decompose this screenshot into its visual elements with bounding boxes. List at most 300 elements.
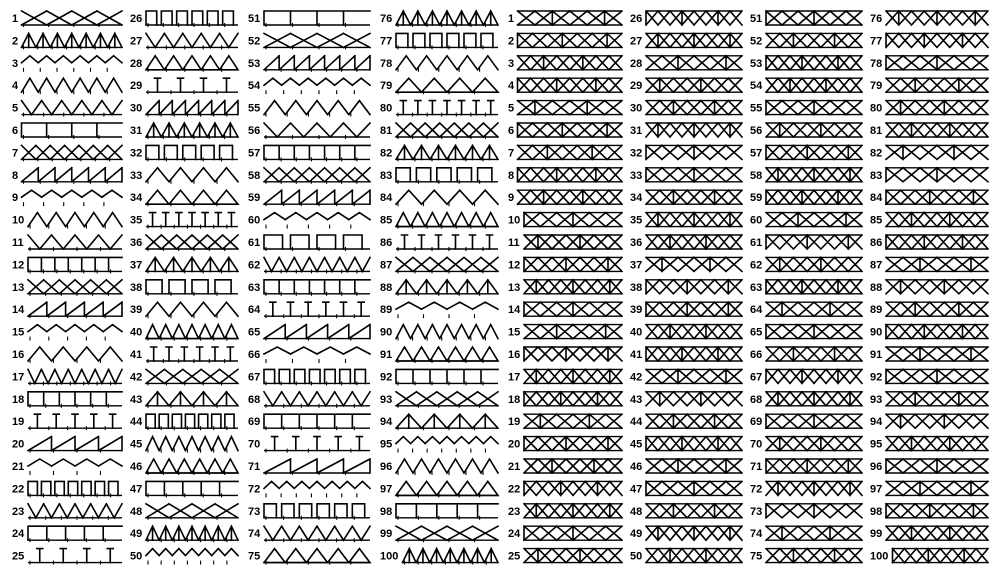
- stitch-motif: [264, 459, 370, 475]
- left-sheet-row-44: [130, 414, 238, 430]
- row-number: 18: [508, 393, 521, 406]
- stitch-motif: [524, 414, 622, 428]
- stitch-motif: [28, 369, 122, 385]
- left-sheet-row-48: [130, 504, 238, 520]
- row-number: 8: [12, 169, 19, 182]
- row-number: 56: [750, 125, 763, 137]
- right-sheet-row-59: [750, 190, 862, 204]
- stitch-motif: [766, 11, 862, 25]
- row-number: 90: [870, 326, 883, 339]
- stitch-motif: [886, 302, 988, 316]
- row-number: 49: [630, 528, 643, 541]
- row-number: 84: [870, 192, 883, 205]
- stitch-motif: [146, 168, 238, 184]
- left-sheet-row-62: [248, 257, 370, 273]
- left-sheet-row-99: [380, 526, 498, 542]
- row-number: 55: [248, 102, 261, 115]
- row-number: 13: [12, 281, 25, 294]
- row-number: 34: [130, 192, 143, 205]
- row-number: 23: [508, 505, 521, 518]
- stitch-motif: [646, 56, 742, 70]
- left-sheet-row-88: [380, 280, 498, 296]
- left-sheet-row-5: [12, 101, 122, 117]
- row-number: 26: [630, 13, 643, 25]
- stitch-motif: [28, 437, 122, 453]
- right-sheet-row-41: [630, 347, 742, 361]
- stitch-motif: [22, 123, 123, 139]
- row-number: 39: [630, 304, 643, 317]
- stitch-motif: [396, 459, 498, 475]
- stitch-motif: [396, 280, 498, 296]
- stitch-motif: [396, 481, 498, 497]
- row-number: 86: [870, 237, 883, 249]
- left-sheet-row-85: [380, 213, 498, 229]
- stitch-motif: [146, 347, 238, 363]
- stitch-motif: [646, 123, 742, 137]
- stitch-motif: [396, 257, 498, 273]
- row-number: 66: [750, 349, 763, 361]
- row-number: 7: [12, 147, 19, 160]
- right-sheet-row-92: [870, 369, 988, 383]
- left-sheet-row-12: [12, 257, 122, 273]
- row-number: 79: [380, 80, 393, 93]
- stitch-motif: [766, 190, 862, 204]
- right-sheet-row-61: [750, 235, 862, 249]
- row-number: 27: [130, 35, 143, 48]
- stitch-motif: [396, 145, 498, 161]
- right-sheet-row-3: [508, 56, 622, 70]
- right-sheet-row-70: [750, 437, 862, 451]
- right-sheet-row-24: [508, 526, 622, 540]
- left-sheet-row-22: [12, 481, 122, 497]
- stitch-motif: [396, 33, 498, 49]
- stitch-motif: [22, 33, 123, 49]
- left-sheet-row-73: [248, 504, 370, 520]
- right-sheet-row-51: [750, 11, 862, 25]
- left-sheet-row-77: [380, 33, 498, 49]
- row-number: 62: [248, 259, 261, 272]
- left-sheet-row-59: [248, 190, 370, 206]
- stitch-motif: [646, 33, 742, 47]
- stitch-motif: [28, 280, 122, 296]
- row-number: 33: [630, 169, 643, 182]
- right-sheet-row-93: [870, 392, 988, 406]
- stitch-motif: [264, 235, 370, 251]
- row-number: 94: [380, 416, 393, 429]
- row-number: 58: [750, 169, 763, 182]
- row-number: 59: [248, 192, 261, 205]
- stitch-motif: [646, 369, 742, 383]
- stitch-motif: [396, 347, 498, 363]
- left-sheet-row-16: [12, 347, 122, 363]
- right-sheet-row-35: [630, 213, 742, 227]
- left-sheet-row-79: [380, 78, 498, 94]
- stitch-motif: [766, 526, 862, 540]
- stitch-motif: [264, 101, 370, 117]
- left-sheet-row-20: [12, 437, 122, 453]
- row-number: 29: [630, 80, 643, 93]
- row-number: 78: [870, 57, 883, 70]
- row-number: 35: [630, 214, 643, 227]
- stitch-motif: [146, 414, 238, 430]
- stitch-motif: [524, 459, 622, 473]
- row-number: 97: [870, 483, 883, 496]
- row-number: 63: [750, 281, 763, 294]
- row-number: 89: [870, 304, 883, 317]
- row-number: 68: [248, 393, 261, 406]
- stitch-motif: [264, 369, 370, 385]
- right-sheet-row-29: [630, 78, 742, 92]
- row-number: 26: [130, 13, 143, 25]
- row-number: 23: [12, 505, 25, 518]
- left-sheet-row-63: [248, 280, 370, 296]
- stitch-motif: [264, 325, 370, 341]
- row-number: 41: [130, 349, 143, 361]
- stitch-motif: [646, 280, 742, 294]
- left-sheet-row-61: [248, 235, 370, 251]
- stitch-motif: [766, 414, 862, 428]
- row-number: 21: [508, 461, 521, 473]
- row-number: 87: [870, 259, 883, 272]
- stitch-motif: [264, 190, 370, 206]
- left-sheet-row-52: [248, 33, 370, 49]
- row-number: 47: [130, 483, 143, 496]
- left-sheet-row-47: [130, 481, 238, 497]
- right-sheet-row-83: [870, 168, 988, 182]
- stitch-motif: [766, 437, 862, 451]
- row-number: 64: [248, 304, 261, 317]
- stitch-motif: [524, 325, 622, 339]
- row-number: 66: [248, 349, 261, 361]
- stitch-motif: [646, 168, 742, 182]
- row-number: 96: [870, 461, 883, 473]
- row-number: 6: [12, 125, 19, 137]
- row-number: 43: [130, 393, 143, 406]
- stitch-motif: [766, 145, 862, 159]
- right-sheet-row-85: [870, 213, 988, 227]
- stitch-motif: [646, 526, 742, 540]
- stitch-motif: [766, 257, 862, 271]
- left-sheet-row-18: [12, 392, 122, 408]
- stitch-motif: [766, 504, 862, 518]
- stitch-motif: [264, 168, 370, 184]
- stitch-motif: [646, 213, 742, 227]
- row-number: 74: [750, 528, 763, 541]
- row-number: 19: [12, 416, 25, 429]
- right-sheet-row-45: [630, 437, 742, 451]
- row-number: 20: [12, 438, 25, 451]
- stitch-motif: [524, 369, 622, 383]
- row-number: 72: [750, 483, 763, 496]
- left-sheet-row-69: [248, 414, 370, 430]
- row-number: 9: [508, 192, 515, 205]
- left-sheet-row-64: [248, 302, 370, 318]
- stitch-motif: [524, 481, 622, 495]
- row-number: 97: [380, 483, 393, 496]
- stitch-motif: [264, 392, 370, 408]
- row-number: 57: [750, 147, 763, 160]
- right-sheet-row-31: [630, 123, 742, 137]
- right-sheet-row-18: [508, 392, 622, 406]
- right-sheet-row-95: [870, 437, 988, 451]
- right-sheet-row-42: [630, 369, 742, 383]
- row-number: 91: [870, 349, 883, 361]
- left-sheet-row-41: [130, 347, 238, 363]
- stitch-motif: [886, 325, 988, 339]
- row-number: 11: [12, 237, 24, 249]
- right-sheet-row-25: [508, 549, 622, 563]
- left-sheet-row-80: [380, 101, 498, 117]
- right-sheet-row-74: [750, 526, 862, 540]
- row-number: 61: [750, 237, 763, 249]
- row-number: 17: [508, 371, 521, 384]
- right-sheet-row-65: [750, 325, 862, 339]
- stitch-motif: [264, 526, 370, 542]
- right-sheet-row-8: [508, 168, 622, 182]
- left-sheet-row-29: [130, 78, 238, 94]
- left-sheet-row-49: [130, 526, 238, 542]
- stitch-motif: [893, 549, 989, 563]
- left-sheet-row-35: [130, 213, 238, 229]
- row-number: 38: [130, 281, 143, 294]
- stitch-motif: [646, 190, 742, 204]
- right-sheet-row-78: [870, 56, 988, 70]
- left-sheet-row-68: [248, 392, 370, 408]
- row-number: 98: [870, 505, 883, 518]
- right-sheet-row-91: [870, 347, 988, 361]
- stitch-motif: [524, 549, 622, 563]
- right-sheet-row-52: [750, 33, 862, 47]
- row-number: 57: [248, 147, 261, 160]
- row-number: 48: [130, 505, 143, 518]
- stitch-motif: [886, 145, 988, 159]
- row-number: 4: [12, 80, 19, 93]
- row-number: 82: [380, 147, 393, 160]
- stitch-motif: [146, 526, 238, 542]
- row-number: 45: [630, 438, 643, 451]
- stitch-motif: [886, 78, 988, 92]
- stitch-motif: [518, 33, 623, 47]
- stitch-motif: [396, 437, 498, 453]
- row-number: 94: [870, 416, 883, 429]
- row-number: 24: [12, 528, 25, 541]
- left-sheet-row-37: [130, 257, 238, 273]
- right-sheet-row-62: [750, 257, 862, 271]
- row-number: 20: [508, 438, 521, 451]
- row-number: 100: [870, 550, 889, 563]
- row-number: 27: [630, 35, 643, 48]
- left-sheet-row-19: [12, 414, 122, 430]
- row-number: 17: [12, 371, 25, 384]
- right-sheet-row-72: [750, 481, 862, 495]
- stitch-motif: [146, 56, 238, 72]
- right-sheet-row-47: [630, 481, 742, 495]
- right-sheet-row-63: [750, 280, 862, 294]
- row-number: 54: [750, 80, 763, 93]
- row-number: 69: [248, 416, 261, 429]
- row-number: 32: [130, 147, 143, 160]
- stitch-motif: [646, 481, 742, 495]
- left-sheet-row-8: [12, 168, 122, 184]
- left-sheet-row-76: [380, 11, 498, 27]
- stitch-motif: [766, 123, 862, 137]
- stitch-motif: [396, 325, 498, 341]
- stitch-motif: [264, 302, 370, 318]
- right-sheet-row-82: [870, 145, 988, 159]
- row-number: 41: [630, 349, 643, 361]
- stitch-motif: [646, 78, 742, 92]
- row-number: 42: [630, 371, 643, 384]
- right-sheet-row-37: [630, 257, 742, 271]
- left-sheet-row-3: [12, 56, 122, 72]
- right-sheet-row-27: [630, 33, 742, 47]
- right-sheet-row-75: [750, 549, 862, 563]
- row-number: 33: [130, 169, 143, 182]
- left-sheet-row-25: [12, 549, 122, 565]
- stitch-motif: [518, 78, 623, 92]
- stitch-motif: [646, 325, 742, 339]
- row-number: 50: [630, 550, 643, 563]
- row-number: 42: [130, 371, 143, 384]
- row-number: 30: [630, 102, 643, 115]
- stitch-motif: [524, 235, 622, 249]
- row-number: 1: [508, 13, 515, 25]
- row-number: 10: [508, 214, 521, 227]
- right-sheet-row-57: [750, 145, 862, 159]
- stitch-motif: [146, 549, 238, 565]
- stitch-motif: [886, 235, 988, 249]
- row-number: 86: [380, 237, 393, 249]
- stitch-motif: [766, 392, 862, 406]
- right-sheet-row-39: [630, 302, 742, 316]
- right-sheet-row-99: [870, 526, 988, 540]
- stitch-motif: [886, 168, 988, 182]
- right-sheet-row-89: [870, 302, 988, 316]
- row-number: 14: [12, 304, 25, 317]
- stitch-motif: [886, 11, 988, 25]
- row-number: 95: [870, 438, 883, 451]
- right-sheet-row-15: [508, 325, 622, 339]
- left-sheet-row-2: [12, 33, 122, 49]
- row-number: 18: [12, 393, 25, 406]
- right-sheet-row-13: [508, 280, 622, 294]
- row-number: 24: [508, 528, 521, 541]
- stitch-motif: [646, 549, 742, 563]
- right-sheet-row-94: [870, 414, 988, 428]
- right-sheet-row-97: [870, 481, 988, 495]
- right-sheet-row-79: [870, 78, 988, 92]
- left-sheet-row-43: [130, 392, 238, 408]
- left-sheet-row-6: [12, 123, 122, 139]
- row-number: 68: [750, 393, 763, 406]
- row-number: 34: [630, 192, 643, 205]
- stitch-motif: [396, 123, 498, 139]
- left-sheet-row-98: [380, 504, 498, 520]
- stitch-motif: [28, 347, 122, 363]
- left-sheet-row-27: [130, 33, 238, 49]
- row-number: 63: [248, 281, 261, 294]
- row-number: 3: [508, 57, 515, 70]
- stitch-motif: [524, 347, 622, 361]
- right-sheet-row-54: [750, 78, 862, 92]
- stitch-motif: [28, 235, 122, 251]
- row-number: 70: [248, 438, 261, 451]
- row-number: 45: [130, 438, 143, 451]
- stitch-motif: [886, 347, 988, 361]
- left-sheet-row-31: [130, 123, 238, 139]
- left-sheet-row-32: [130, 145, 238, 161]
- stitch-motif: [524, 437, 622, 451]
- left-sheet-row-38: [130, 280, 238, 296]
- stitch-motif: [518, 11, 623, 25]
- stitch-motif: [766, 481, 862, 495]
- row-number: 75: [248, 550, 261, 563]
- stitch-motif: [524, 392, 622, 406]
- row-number: 88: [380, 281, 393, 294]
- left-sheet-row-11: [12, 235, 122, 251]
- row-number: 48: [630, 505, 643, 518]
- row-number: 85: [380, 214, 393, 227]
- stitch-motif: [403, 549, 499, 565]
- stitch-motif: [518, 56, 623, 70]
- right-sheet-row-20: [508, 437, 622, 451]
- stitch-motif: [264, 257, 370, 273]
- left-sheet-row-74: [248, 526, 370, 542]
- right-sheet-row-66: [750, 347, 862, 361]
- right-sheet-row-10: [508, 213, 622, 227]
- right-sheet-row-81: [870, 123, 988, 137]
- stitch-motif: [28, 414, 122, 430]
- row-number: 51: [248, 13, 261, 25]
- stitch-motif: [28, 213, 122, 229]
- row-number: 77: [870, 35, 883, 48]
- left-sheet-row-58: [248, 168, 370, 184]
- stitch-motif: [264, 504, 370, 520]
- stitch-motif: [524, 213, 622, 227]
- row-number: 47: [630, 483, 643, 496]
- left-sheet-row-34: [130, 190, 238, 206]
- left-sheet-row-93: [380, 392, 498, 408]
- left-sheet-row-55: [248, 101, 370, 117]
- right-sheet-row-86: [870, 235, 988, 249]
- stitch-motif: [264, 549, 370, 565]
- row-number: 10: [12, 214, 25, 227]
- row-number: 6: [508, 125, 515, 137]
- row-number: 5: [12, 102, 19, 115]
- row-number: 80: [380, 102, 393, 115]
- left-sheet-row-28: [130, 56, 238, 72]
- stitch-motif: [146, 11, 238, 27]
- right-sheet-row-30: [630, 101, 742, 115]
- right-sheet-row-38: [630, 280, 742, 294]
- left-sheet-row-83: [380, 168, 498, 184]
- stitch-motif: [518, 123, 623, 137]
- row-number: 60: [750, 214, 763, 227]
- right-sheet-row-46: [630, 459, 742, 473]
- left-sheet-row-33: [130, 168, 238, 184]
- row-number: 90: [380, 326, 393, 339]
- stitch-motif: [396, 56, 498, 72]
- row-number: 80: [870, 102, 883, 115]
- row-number: 28: [630, 57, 643, 70]
- row-number: 60: [248, 214, 261, 227]
- stitch-motif: [264, 414, 370, 430]
- right-sheet-row-80: [870, 101, 988, 115]
- stitch-motif: [518, 190, 623, 204]
- left-sheet-row-56: [248, 123, 370, 139]
- stitch-motif: [886, 504, 988, 518]
- stitch-motif: [146, 459, 238, 475]
